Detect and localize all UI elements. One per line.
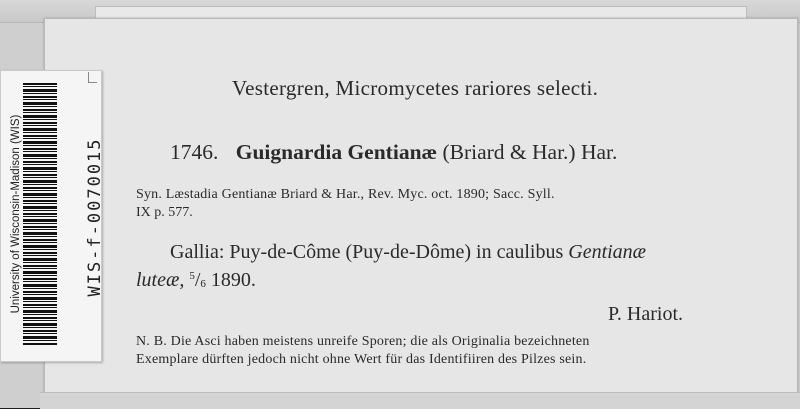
barcode-institution: University of Wisconsin-Madison (WIS) (10, 114, 22, 314)
lower-sheet-edge (40, 392, 800, 409)
taxon-authority: (Briard & Har.) Har. (442, 140, 618, 164)
taxon-line (170, 140, 617, 165)
collection-year: 1890. (210, 269, 256, 291)
corner-mark (88, 72, 97, 83)
date-numerator: 5 (189, 270, 195, 282)
note-line-2: Exemplare dürften jedoch nicht ohne Wert für das Identifiiren des Pilzes sein. (136, 352, 587, 367)
locality-line-2 (136, 269, 256, 292)
note-line-1: N. B. Die Asci haben meistens unreife Sporen; die als Originalia bezeichneten (136, 334, 590, 349)
host-genus: Gentianæ (568, 241, 647, 263)
synonym-line-2: IX p. 577. (136, 205, 193, 220)
locality-text: Gallia: Puy-de-Côme (Puy-de-Dôme) in caulibus (170, 241, 564, 263)
barcode-bars (23, 83, 57, 345)
locality-line-1 (170, 241, 646, 264)
barcode-label (0, 70, 105, 362)
host-species: luteæ, (136, 269, 185, 291)
barcode-code: WIS-f-0070015 (85, 137, 105, 297)
series-title: Vestergren, Micromycetes rariores selecti. (232, 76, 599, 100)
date-denominator: 6 (200, 278, 206, 290)
collection-date: $^5/_6$ (189, 269, 206, 291)
taxon-name: Guignardia Gentianæ (235, 140, 438, 164)
synonym-line-1: Syn. Læstadia Gentianæ Briard & Har., Rev. Myc. oct. 1890; Sacc. Syll. (136, 187, 555, 202)
collector-name: P. Hariot. (608, 303, 683, 325)
exsiccata-number: 1746. (170, 140, 219, 164)
